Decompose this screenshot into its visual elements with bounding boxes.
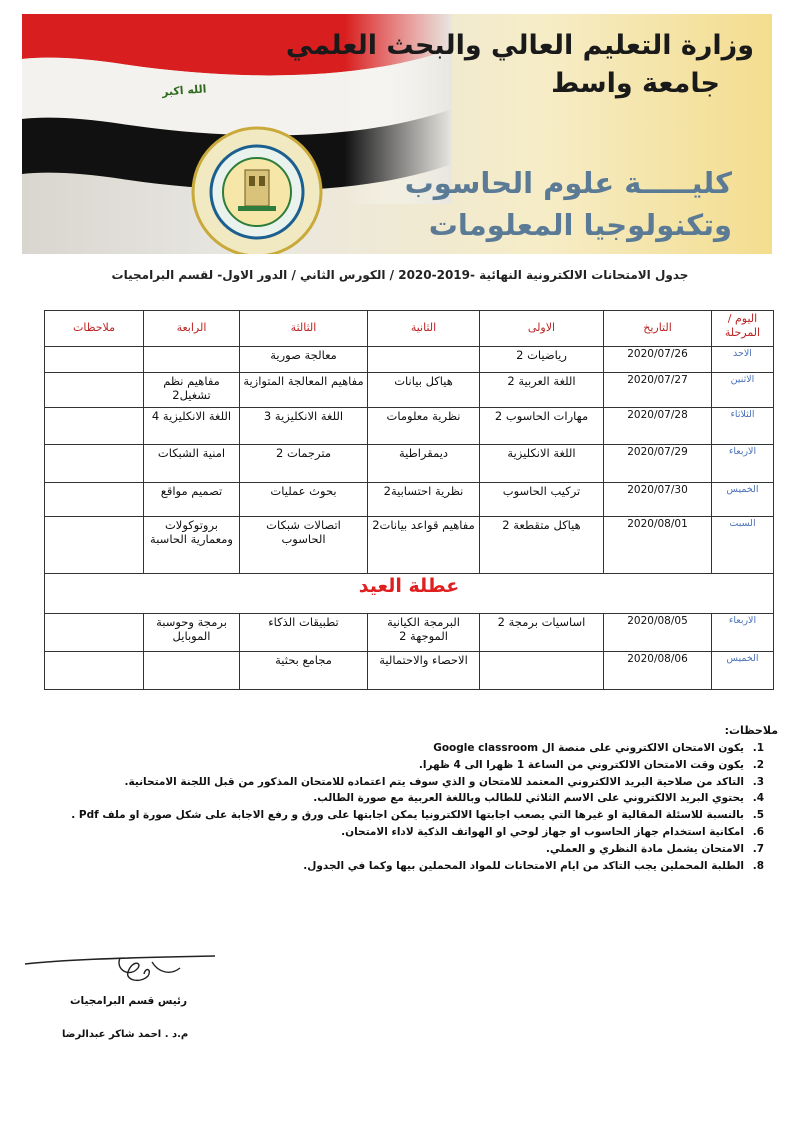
note-text: يكون وقت الامتحان الالكتروني من الساعة 1 ظهرا الى 4 ظهرا. <box>418 758 744 771</box>
cell-day: السبت <box>712 517 774 574</box>
cell-second: الاحصاء والاحتمالية <box>368 652 480 690</box>
cell-first: اللغة العربية 2 <box>480 373 604 408</box>
cell-second: ديمقراطية <box>368 445 480 483</box>
cell-first: رياضيات 2 <box>480 347 604 373</box>
note-text: الطلبة المحملين يجب التاكد من ايام الامتحانات للمواد المحملين بيها وكما في الجدول. <box>303 859 744 872</box>
cell-second: نظرية معلومات <box>368 408 480 445</box>
college-name-line1: كليـــــة علوم الحاسوب <box>404 166 732 200</box>
header-third: الثالثة <box>240 311 368 347</box>
cell-day: الاربعاء <box>712 614 774 652</box>
cell-date: 2020/07/30 <box>604 483 712 517</box>
cell-first: اساسيات برمجة 2 <box>480 614 604 652</box>
cell-notes <box>45 408 144 445</box>
cell-date: 2020/08/05 <box>604 614 712 652</box>
cell-third: مفاهيم المعالجة المتوازية <box>240 373 368 408</box>
cell-day: الثلاثاء <box>712 408 774 445</box>
table-row <box>45 408 774 445</box>
note-number: 3. <box>752 775 764 788</box>
note-number: 8. <box>752 859 764 872</box>
cell-notes <box>45 445 144 483</box>
cell-fourth <box>144 347 240 373</box>
table-row <box>45 445 774 483</box>
exam-schedule-table <box>44 310 774 690</box>
cell-second: البرمجة الكيانية الموجهة 2 <box>368 614 480 652</box>
cell-first: هياكل متقطعة 2 <box>480 517 604 574</box>
cell-day: الاحد <box>712 347 774 373</box>
cell-first: اللغة الانكليزية <box>480 445 604 483</box>
cell-third: مترجمات 2 <box>240 445 368 483</box>
cell-second: نظرية احتسابية2 <box>368 483 480 517</box>
cell-date: 2020/08/06 <box>604 652 712 690</box>
note-text: التاكد من صلاحية البريد الالكتروني المعتمد للامتحان و الذي سوف يتم اعتماده للامتحان المذكور من قبل اللجنة الامتحانية. <box>124 775 744 788</box>
table-row <box>45 517 774 574</box>
header-date: التاريخ <box>604 311 712 347</box>
table-row <box>45 347 774 373</box>
table-row <box>45 483 774 517</box>
cell-notes <box>45 652 144 690</box>
cell-fourth: تصميم مواقع <box>144 483 240 517</box>
cell-second: مفاهيم قواعد بيانات2 <box>368 517 480 574</box>
list-item <box>64 740 764 757</box>
cell-fourth: بروتوكولات ومعمارية الحاسبة <box>144 517 240 574</box>
cell-date: 2020/07/26 <box>604 347 712 373</box>
list-item <box>64 858 764 875</box>
cell-date: 2020/07/28 <box>604 408 712 445</box>
cell-notes <box>45 347 144 373</box>
flag-text: الله اكبر <box>161 82 207 99</box>
cell-first: تركيب الحاسوب <box>480 483 604 517</box>
cell-first <box>480 652 604 690</box>
cell-date: 2020/07/29 <box>604 445 712 483</box>
holiday-label: عطلة العيد <box>45 574 774 614</box>
cell-day: الخميس <box>712 483 774 517</box>
college-name-line2: وتكنولوجيا المعلومات <box>428 208 732 242</box>
header-banner <box>22 14 772 254</box>
signatory-name: م.د . احمد شاكر عبدالرضا <box>62 1029 189 1040</box>
cell-fourth: مفاهيم نظم تشغيل2 <box>144 373 240 408</box>
cell-date: 2020/07/27 <box>604 373 712 408</box>
note-number: 1. <box>752 742 764 754</box>
cell-third: بحوث عمليات <box>240 483 368 517</box>
university-name: جامعة واسط <box>551 68 720 99</box>
cell-notes <box>45 483 144 517</box>
cell-third: مجامع بحثية <box>240 652 368 690</box>
note-number: 5. <box>752 809 764 822</box>
cell-notes <box>45 373 144 408</box>
table-row <box>45 373 774 408</box>
note-text: الامتحان يشمل مادة النظري و العملي. <box>545 842 744 855</box>
notes-list <box>64 740 764 874</box>
cell-notes <box>45 614 144 652</box>
cell-third: تطبيقات الذكاء <box>240 614 368 652</box>
note-number: 4. <box>752 792 764 805</box>
cell-second: هياكل بيانات <box>368 373 480 408</box>
note-text: امكانية استخدام جهاز الحاسوب او جهاز لوحي او الهواتف الذكية لاداء الامتحان. <box>341 825 744 838</box>
list-item <box>64 841 764 858</box>
note-number: 2. <box>752 758 764 771</box>
header-notes: ملاحظات <box>45 311 144 347</box>
note-number: 6. <box>752 825 764 838</box>
note-text: بالنسبة للاسئلة المقالية او غيرها التي يصعب اجابتها الالكترونيا يمكن اجابتها على ورق و رفع الاجابة على شكل صورة او ملف Pdf . <box>71 809 744 822</box>
signatory-role: رئيس قسم البرامجيات <box>70 995 188 1007</box>
list-item <box>64 790 764 807</box>
header-day-stage: اليوم / المرحلة <box>712 311 774 347</box>
holiday-row <box>45 574 774 614</box>
note-text: يكون الامتحان الالكتروني على منصة ال Google classroom <box>433 742 744 754</box>
cell-fourth: اللغة الانكليزية 4 <box>144 408 240 445</box>
college-logo <box>172 122 342 254</box>
list-item <box>64 774 764 791</box>
cell-second <box>368 347 480 373</box>
ministry-name: وزارة التعليم العالي والبحث العلمي <box>285 30 754 61</box>
note-number: 7. <box>752 842 764 855</box>
cell-date: 2020/08/01 <box>604 517 712 574</box>
header-first: الاولى <box>480 311 604 347</box>
table-header-row <box>45 311 774 347</box>
notes-title: ملاحظات: <box>724 724 778 737</box>
header-fourth: الرابعة <box>144 311 240 347</box>
header-second: الثانية <box>368 311 480 347</box>
list-item <box>64 824 764 841</box>
table-row <box>45 652 774 690</box>
table-row <box>45 614 774 652</box>
list-item <box>64 757 764 774</box>
cell-first: مهارات الحاسوب 2 <box>480 408 604 445</box>
handwritten-signature <box>20 950 220 990</box>
cell-day: الاربعاء <box>712 445 774 483</box>
cell-fourth: برمجة وحوسبة الموبايل <box>144 614 240 652</box>
cell-day: الاثنين <box>712 373 774 408</box>
schedule-title: جدول الامتحانات الالكترونية النهائية -2019-2020 / الكورس الثاني / الدور الاول- لقسم البرامجيات <box>111 268 689 282</box>
note-text: يحتوي البريد الالكتروني على الاسم الثلاثي للطالب وباللغة العربية مع صورة الطالب. <box>313 792 744 805</box>
cell-third: اتصالات شبكات الحاسوب <box>240 517 368 574</box>
cell-third: معالجة صورية <box>240 347 368 373</box>
cell-third: اللغة الانكليزية 3 <box>240 408 368 445</box>
cell-notes <box>45 517 144 574</box>
cell-fourth <box>144 652 240 690</box>
cell-fourth: امنية الشبكات <box>144 445 240 483</box>
list-item <box>64 807 764 824</box>
cell-day: الخميس <box>712 652 774 690</box>
